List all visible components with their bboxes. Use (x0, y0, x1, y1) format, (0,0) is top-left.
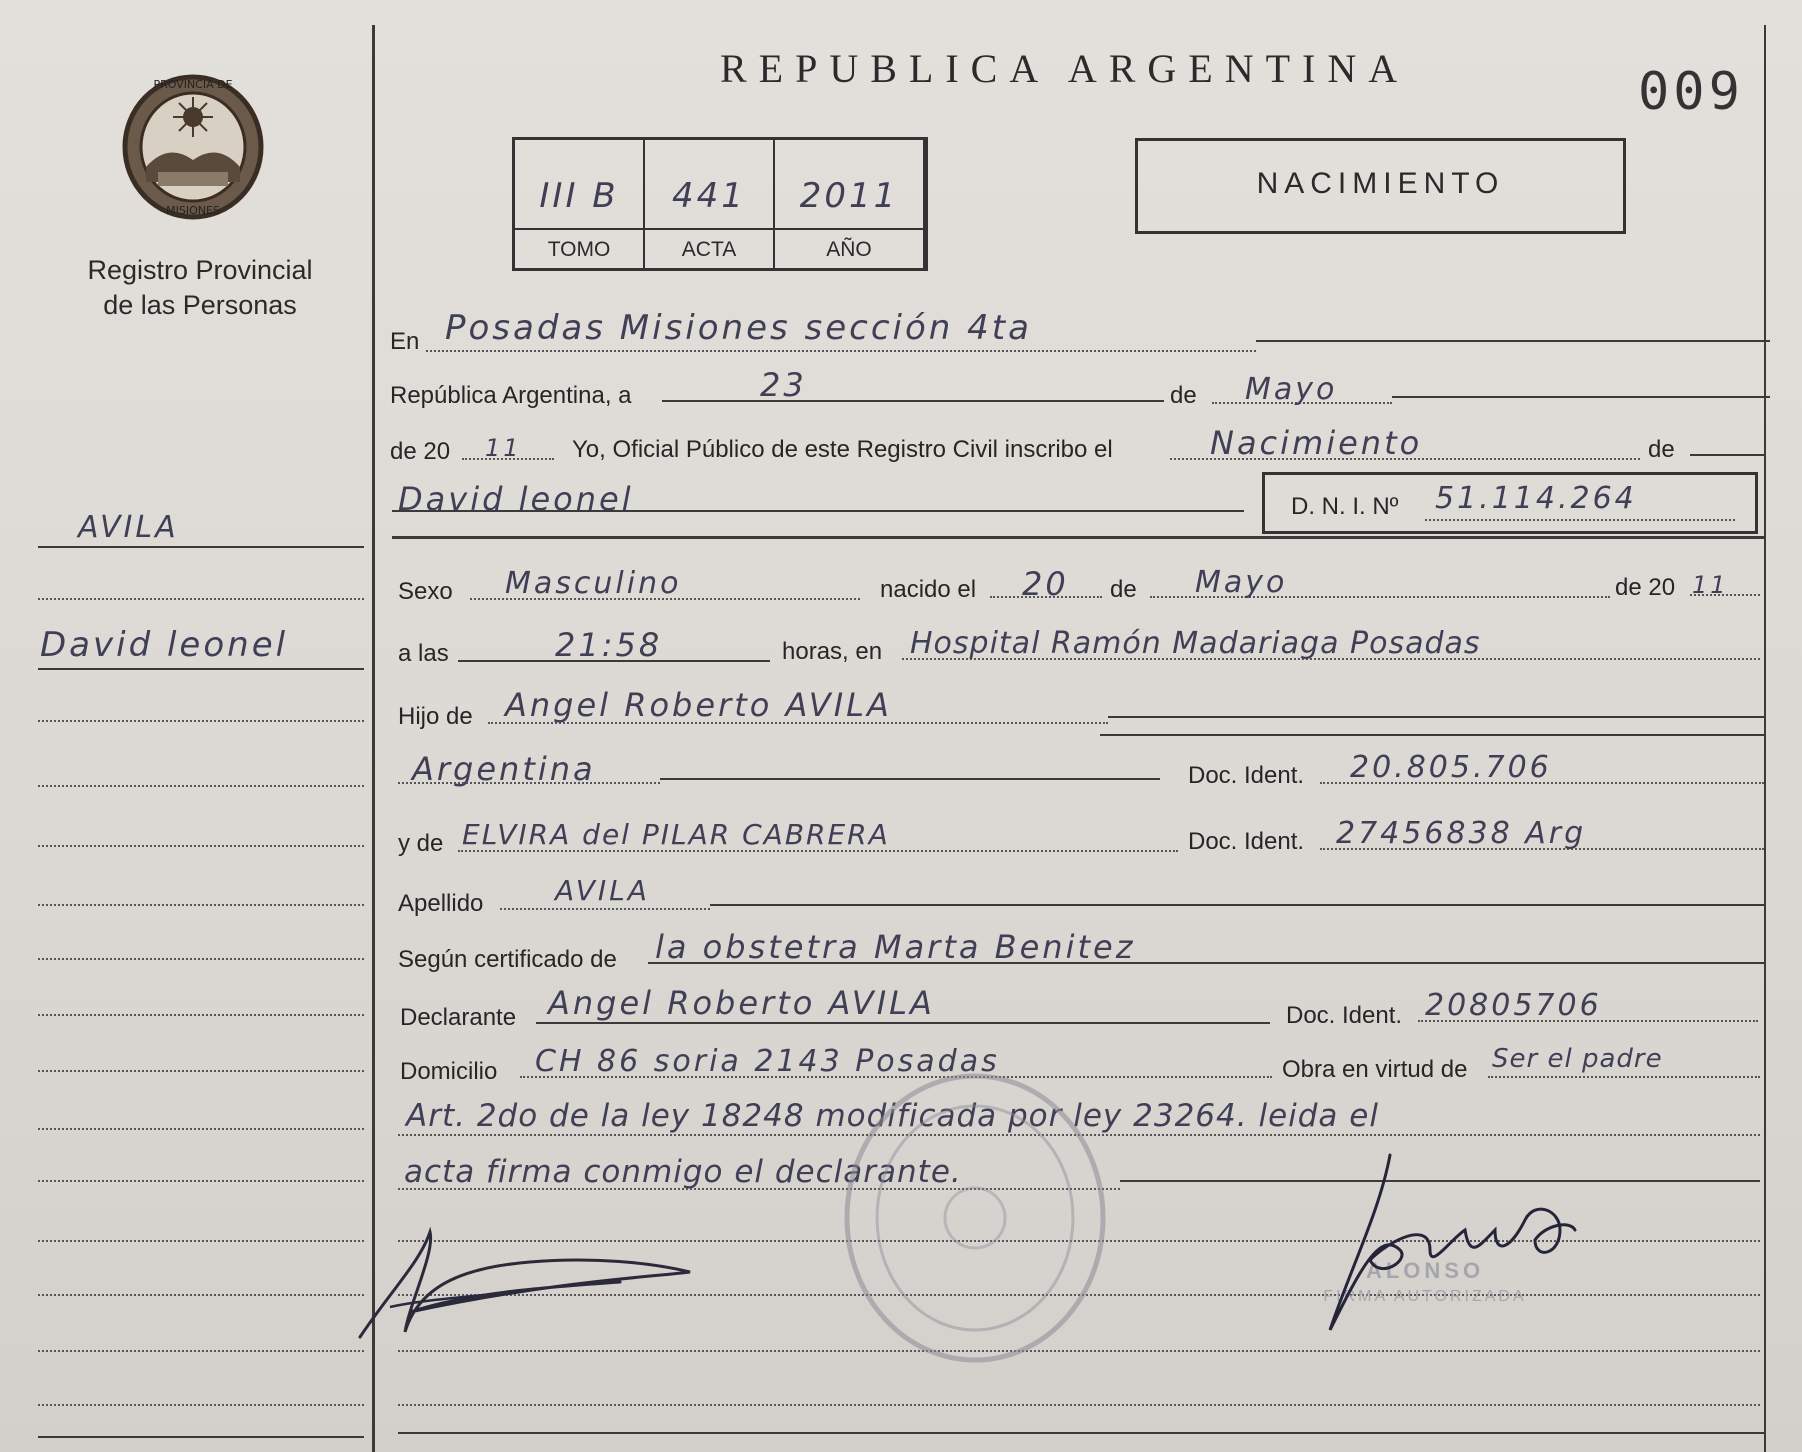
apellido-line-end (710, 904, 1764, 906)
margin-line (38, 1240, 364, 1242)
anio-label: AÑO (826, 238, 872, 261)
observation-line-2: acta firma conmigo el declarante. (404, 1154, 962, 1190)
dni-box (1262, 472, 1758, 534)
seal-top-text: PROVINCIA DE (153, 78, 233, 91)
anio-cell (775, 140, 925, 268)
doc-ident-label-1: Doc. Ident. (1188, 762, 1305, 789)
day-line (662, 400, 1164, 402)
tomo-label: TOMO (547, 238, 611, 261)
margin-line (38, 598, 364, 600)
margin-line (38, 1350, 364, 1352)
de20-label-2: de 20 (1615, 574, 1676, 601)
de-line-end (1690, 454, 1764, 456)
obra-value: Ser el padre (1492, 1044, 1663, 1074)
mother-name: ELVIRA del PILAR CABRERA (462, 818, 890, 851)
acta-label: ACTA (681, 238, 737, 261)
segun-label: Según certificado de (398, 946, 617, 973)
dni-line (1425, 519, 1735, 521)
margin-line (38, 958, 364, 960)
dni-label: D. N. I. Nº (1291, 493, 1399, 520)
declarante-doc: 20805706 (1425, 988, 1602, 1023)
en-line-end (1256, 340, 1770, 342)
nationality-line (398, 782, 660, 784)
anio-value: 2011 (799, 176, 899, 216)
doc-ident-label-2: Doc. Ident. (1188, 828, 1305, 855)
dni-value: 51.114.264 (1435, 481, 1637, 516)
domicilio-value: CH 86 soria 2143 Posadas (535, 1044, 1000, 1079)
horas-label: horas, en (782, 638, 883, 665)
margin-line (38, 785, 364, 787)
nacido-label: nacido el (880, 576, 977, 603)
margin-line (38, 720, 364, 722)
yde-label: y de (398, 830, 444, 857)
obra-line (1488, 1076, 1760, 1078)
official-signature (1320, 1150, 1580, 1340)
table-divider (515, 228, 925, 230)
father-doc: 20.805.706 (1350, 750, 1552, 785)
segun-value: la obstetra Marta Benitez (655, 928, 1136, 966)
de20-label: de 20 (390, 438, 451, 465)
alas-label: a las (398, 640, 449, 667)
year-suffix: 11 (485, 434, 522, 462)
en-label: En (390, 328, 420, 355)
republica-label: República Argentina, a (390, 382, 632, 409)
margin-line (38, 1404, 364, 1406)
margin-line (38, 845, 364, 847)
registry-name-line1: Registro Provincial (87, 255, 313, 285)
father-name: Angel Roberto AVILA (505, 686, 892, 724)
margin-line (38, 1014, 364, 1016)
name-value: David leonel (398, 480, 634, 518)
margin-line (38, 904, 364, 906)
father-nationality: Argentina (412, 750, 596, 788)
apellido-label: Apellido (398, 890, 484, 917)
place-value: Hospital Ramón Madariaga Posadas (910, 626, 1481, 661)
margin-line (38, 1070, 364, 1072)
page-number: 009 (1638, 62, 1744, 122)
month-line-end (1392, 396, 1770, 398)
name-line (392, 510, 1244, 512)
margin-surname: AVILA (78, 510, 179, 545)
time-value: 21:58 (555, 626, 663, 664)
en-line (426, 350, 1256, 352)
declarante-value: Angel Roberto AVILA (548, 984, 935, 1022)
registry-name-line2: de las Personas (103, 290, 297, 320)
doc-ident-label-3: Doc. Ident. (1286, 1002, 1403, 1029)
doc-type-title: NACIMIENTO (1256, 167, 1505, 200)
day-value: 23 (760, 366, 807, 404)
acta-cell (645, 140, 775, 268)
bottom-rule (398, 1432, 1764, 1434)
nationality-line-end (660, 778, 1160, 780)
page-right-edge (1764, 25, 1766, 1452)
declarante-label: Declarante (400, 1004, 517, 1031)
apellido-line (500, 908, 710, 910)
birth-year-suffix: 11 (1692, 571, 1729, 599)
hijo-label: Hijo de (398, 703, 473, 730)
official-signature-text: Alonso (1440, 1335, 1444, 1336)
de-label-2: de (1648, 436, 1675, 463)
en-value: Posadas Misiones sección 4ta (445, 308, 1032, 348)
record-table (512, 137, 928, 271)
margin-line (38, 1128, 364, 1130)
birth-month: Mayo (1195, 565, 1288, 600)
doc-type-box (1135, 138, 1626, 234)
tomo-cell (515, 140, 645, 268)
father-line-end (1108, 716, 1764, 718)
sexo-value: Masculino (505, 566, 682, 601)
obra-label: Obra en virtud de (1282, 1056, 1468, 1083)
margin-line (38, 546, 364, 548)
seal-bottom-text: MISIONES (166, 204, 220, 217)
event-value: Nacimiento (1210, 424, 1423, 462)
de-label: de (1170, 382, 1197, 409)
official-stamp-title: FIRMA AUTORIZADA (1323, 1288, 1527, 1305)
country-title: REPUBLICA ARGENTINA (720, 46, 1410, 91)
blank-rule (398, 1404, 1760, 1406)
month-value: Mayo (1245, 372, 1338, 407)
sexo-label: Sexo (398, 578, 453, 605)
provincial-seal-logo (118, 72, 268, 222)
margin-given-names: David leonel (40, 625, 289, 665)
acta-value: 441 (672, 176, 746, 216)
yo-label: Yo, Oficial Público de este Registro Civil inscribo el (572, 436, 1113, 463)
margin-line (38, 668, 364, 670)
margin-line (38, 1180, 364, 1182)
observation-line-1: Art. 2do de la ley 18248 modificada por ley 23264. leida el (406, 1098, 1379, 1134)
birth-year-line (1690, 594, 1760, 596)
mother-doc: 27456838 Arg (1336, 816, 1587, 851)
section-divider (392, 536, 1764, 539)
declarante-line (536, 1022, 1270, 1024)
margin-line (38, 1294, 364, 1296)
apellido-value: AVILA (555, 874, 650, 907)
birth-day: 20 (1022, 565, 1069, 603)
tomo-value: III B (539, 176, 619, 216)
father-underline (1100, 734, 1764, 736)
margin-line (38, 1436, 364, 1438)
registry-round-stamp (840, 1068, 1110, 1368)
declarant-signature (350, 1222, 700, 1342)
official-stamp-name: ALONSO (1365, 1258, 1485, 1283)
domicilio-label: Domicilio (400, 1058, 498, 1085)
de-label-3: de (1110, 576, 1137, 603)
